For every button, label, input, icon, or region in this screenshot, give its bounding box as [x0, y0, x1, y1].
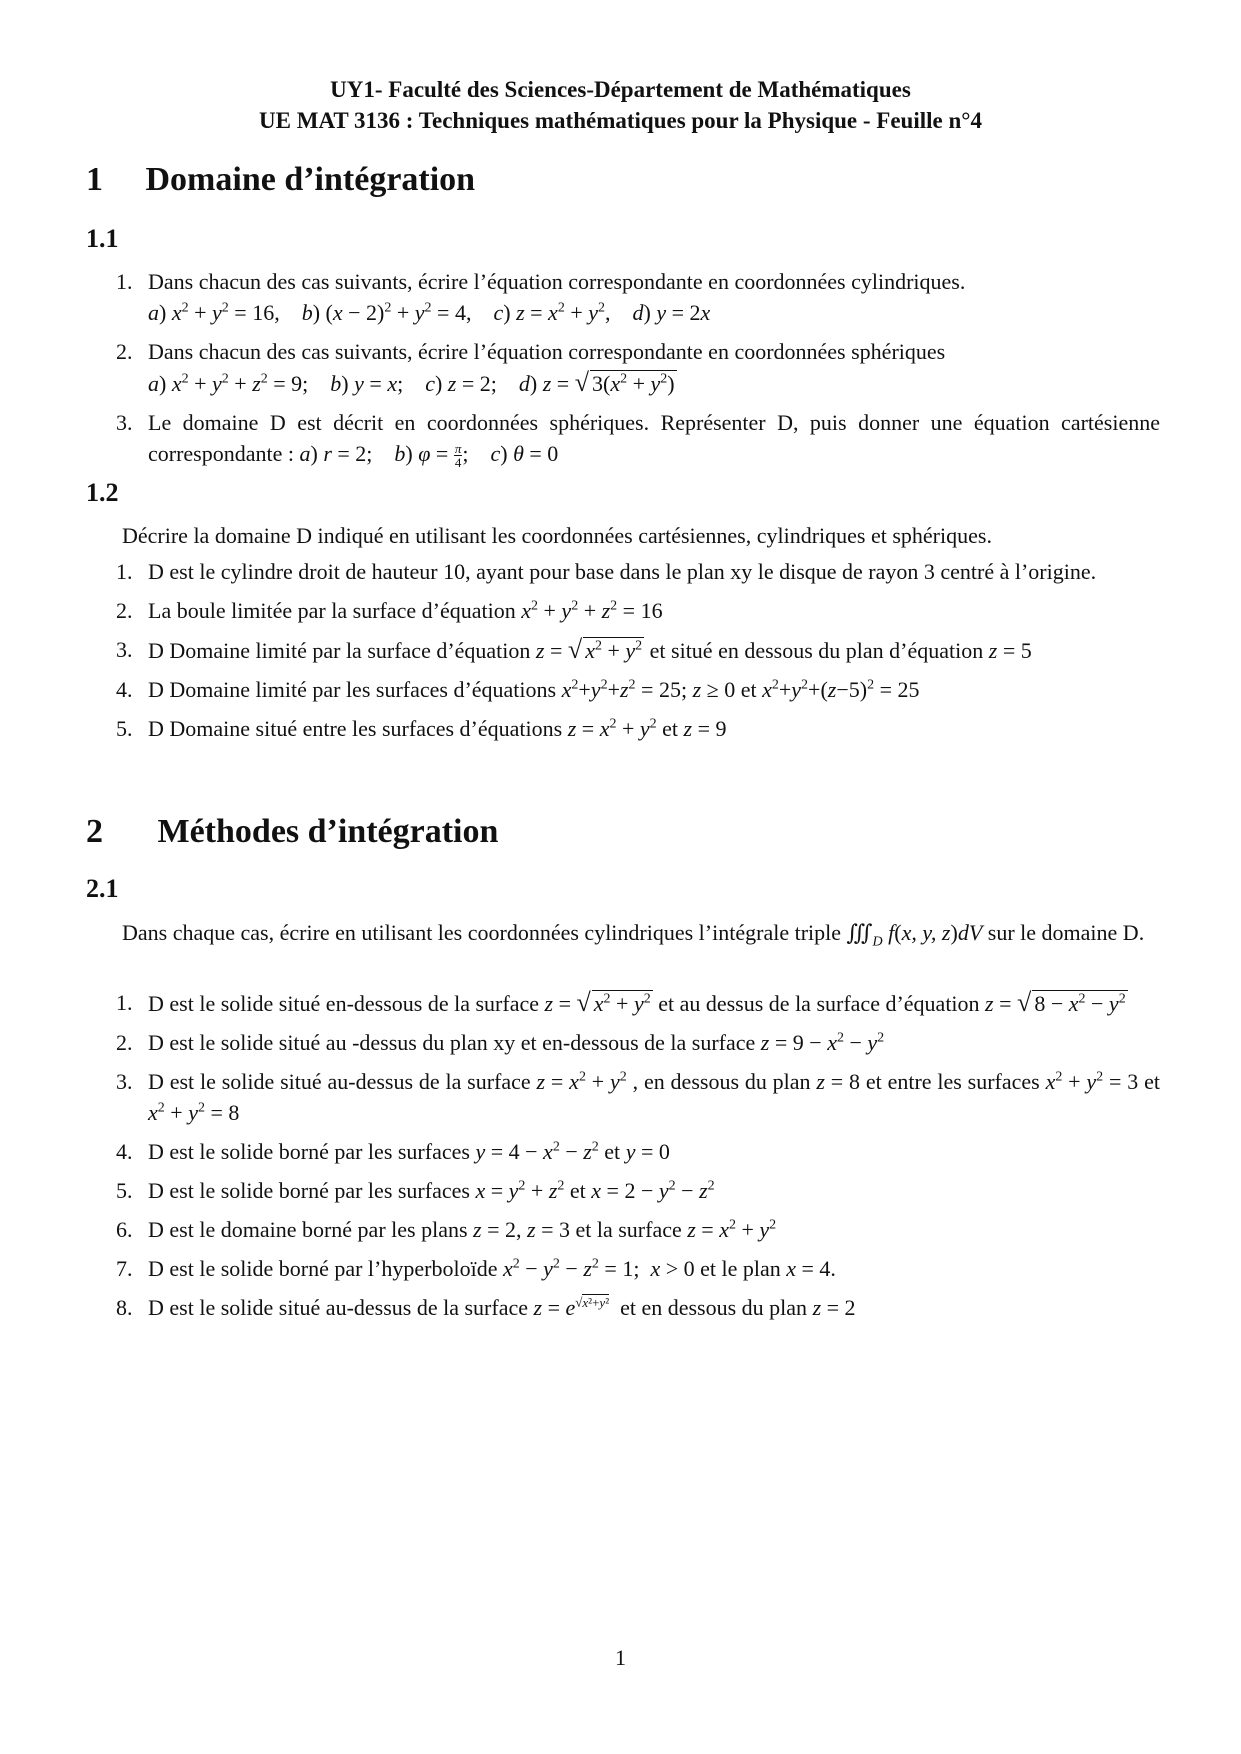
item-formula: $x = y^2 + z^2$ et $x = 2 - y^2 - z^2$ [475, 1178, 715, 1203]
item-number: 2. [116, 598, 133, 623]
item-text: Dans chacun des cas suivants, écrire l’équation correspondante en coordonnées sphériques [148, 339, 946, 364]
item-number: 1. [116, 269, 133, 294]
header-line-1: UY1- Faculté des Sciences-Département de Mathématiques [330, 77, 911, 102]
item-number: 5. [116, 1178, 133, 1203]
list-item [86, 987, 1160, 1019]
item-formula: z = √ $x^2 + y^2$ et au dessus de la surface d’équation z = √ $8 - x^2 - y^2$ [544, 988, 1126, 1017]
subsection-1-1-heading: 1.1 [86, 224, 119, 253]
page-number: 1 [615, 1645, 626, 1670]
item-text: Dans chacun des cas suivants, écrire l’équation correspondante en coordonnées cylindriques. [148, 269, 966, 294]
list-item [86, 1214, 1160, 1245]
item-number: 4. [116, 677, 133, 702]
list-item [86, 266, 1160, 328]
item-formula: $z = x^2 + y^2$ et z = 9 [567, 716, 727, 741]
list-item [86, 407, 1160, 469]
subsection-2-1-intro [86, 917, 1160, 948]
item-text: Le domaine D est décrit en coordonnées sphériques. Représenter D, puis donner une équation cartésienne correspondante : [148, 410, 1160, 466]
list-item [86, 1136, 1160, 1167]
item-number: 3. [116, 637, 133, 662]
item-text: D est le solide borné par les surfaces [148, 1139, 470, 1164]
intro-text-end: sur le domaine D. [987, 920, 1145, 945]
item-number: 3. [116, 1069, 133, 1094]
subsection-1-2-list [86, 556, 1160, 752]
subsection-2-1-list [86, 987, 1160, 1331]
item-formula: $z = x^2 + y^2$ , en dessous du plan z = 8 et entre les surfaces $x^2 + y^2 = 3$ et $x^2 + y^2 = 8$ [148, 1069, 1160, 1125]
item-formula: a) r = 2; b) φ = $\frac{\pi}{4}$ ; c) θ = 0 [299, 441, 559, 471]
section-1-heading [86, 160, 475, 200]
subsection-1-2-intro: Décrire la domaine D indiqué en utilisant les coordonnées cartésiennes, cylindriques et sphériques. [122, 523, 992, 548]
item-text: D Domaine limité par les surfaces d’équations [148, 677, 557, 702]
item-number: 4. [116, 1139, 133, 1164]
list-item [86, 336, 1160, 399]
item-number: 6. [116, 1217, 133, 1242]
item-text: D est le solide situé en-dessous de la surface [148, 991, 539, 1016]
item-number: 5. [116, 716, 133, 741]
item-text: D est le solide situé au-dessus de la surface [148, 1069, 531, 1094]
item-number: 3. [116, 410, 133, 435]
item-text: D est le solide borné par l’hyperboloïde [148, 1256, 498, 1281]
triple-integral-formula: $∭_D$ f(x, y, z)dV [846, 920, 983, 950]
item-text: La boule limitée par la surface d’équation [148, 598, 516, 623]
section-2-heading [86, 812, 498, 852]
item-formula: a) $x^2 + y^2 + z^2 = 9$; b) y = x; c) z = 2; d) z = √ $3(x^2 + y^2)$ [148, 368, 675, 397]
section-2-title: Méthodes d’intégration [157, 813, 499, 850]
item-formula: $x^2 + y^2 + z^2 = 16$ [521, 598, 663, 623]
section-1-title: Domaine d’intégration [145, 161, 476, 198]
item-number: 2. [116, 339, 133, 364]
subsection-1-1-list [86, 266, 1160, 477]
item-formula: $z = e^{√x^2+y^2}$ et en dessous du plan z = 2 [533, 1294, 856, 1320]
intro-text: Dans chaque cas, écrire en utilisant les coordonnées cylindriques l’intégrale triple [122, 920, 842, 945]
item-formula: $y = 4 - x^2 - z^2$ et y = 0 [475, 1139, 670, 1164]
list-item [86, 1027, 1160, 1058]
item-text: D est le solide situé au-dessus de la surface [148, 1295, 528, 1320]
subsection-2-1-heading: 2.1 [86, 874, 119, 903]
item-text: D est le solide borné par les surfaces [148, 1178, 470, 1203]
list-item [86, 713, 1160, 744]
item-formula: $x^2+y^2+z^2 = 25$; z ≥ 0 et $x^2+y^2+(z-5)^2 = 25$ [561, 677, 920, 702]
subsection-1-2-heading: 1.2 [86, 478, 119, 507]
list-item [86, 674, 1160, 705]
item-formula: $x^2 - y^2 - z^2 = 1$; x > 0 et le plan x = 4. [502, 1256, 836, 1281]
item-text: D Domaine limité par la surface d’équation [148, 638, 531, 663]
header-line-2: UE MAT 3136 : Techniques mathématiques pour la Physique - Feuille n°4 [259, 108, 982, 133]
list-item [86, 1066, 1160, 1128]
item-text: D est le cylindre droit de hauteur 10, ayant pour base dans le plan xy le disque de rayon 3 centré à l’origine. [148, 559, 1097, 584]
list-item [86, 1253, 1160, 1284]
section-2-number: 2 [86, 813, 103, 850]
item-text: D est le domaine borné par les plans [148, 1217, 468, 1242]
item-number: 2. [116, 1030, 133, 1055]
document-header [0, 74, 1241, 136]
item-formula: $z = 9 - x^2 - y^2$ [760, 1030, 885, 1055]
list-item [86, 1175, 1160, 1206]
item-text: D est le solide situé au -dessus du plan xy et en-dessous de la surface [148, 1030, 756, 1055]
item-formula: a) $x^2 + y^2 = 16$, b) $(x - 2)^2 + y^2 = 4$, c) $z = x^2 + y^2$, d) y = 2x [148, 300, 711, 325]
item-formula: z = √ $x^2 + y^2$ et situé en dessous du plan d’équation z = 5 [535, 635, 1032, 664]
list-item [86, 556, 1160, 587]
item-number: 8. [116, 1295, 133, 1320]
section-1-number: 1 [86, 161, 103, 198]
list-item [86, 595, 1160, 626]
item-number: 7. [116, 1256, 133, 1281]
item-text: D Domaine situé entre les surfaces d’équations [148, 716, 563, 741]
list-item [86, 1292, 1160, 1323]
item-number: 1. [116, 559, 133, 584]
list-item [86, 634, 1160, 666]
item-number: 1. [116, 990, 133, 1015]
item-formula: z = 2, z = 3 et la surface $z = x^2 + y^2$ [473, 1217, 777, 1242]
